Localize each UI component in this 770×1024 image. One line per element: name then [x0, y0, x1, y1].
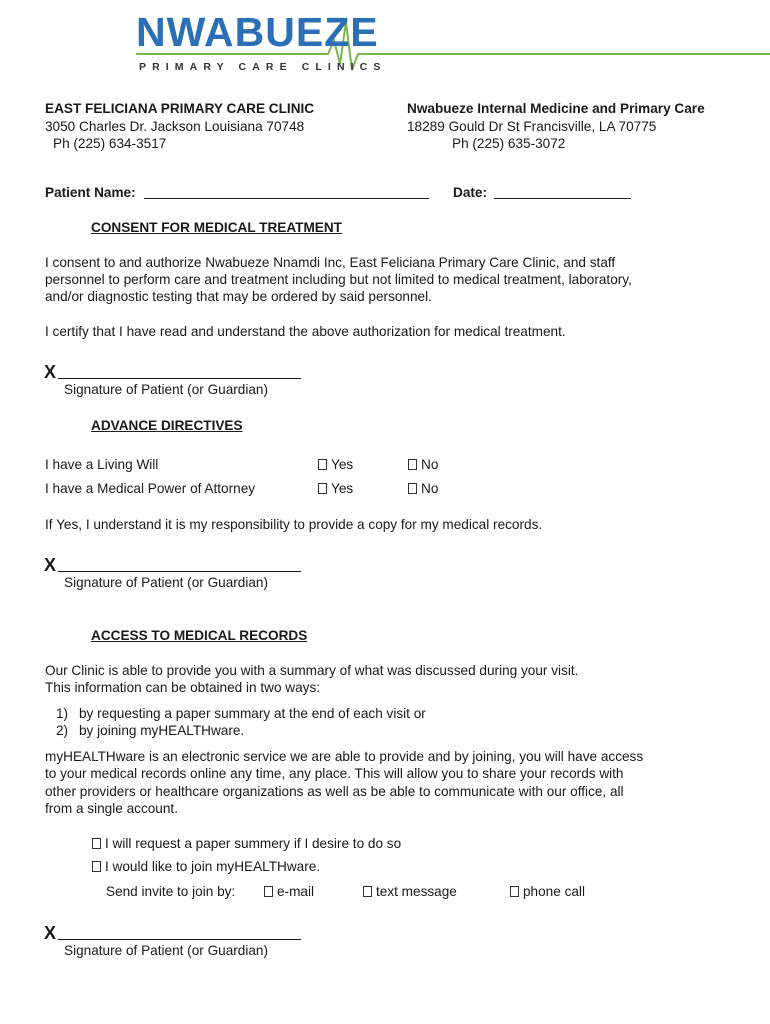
signature-line-2[interactable]: [58, 571, 301, 572]
access-item-2: by joining myHEALTHware.: [79, 723, 245, 738]
date-label: Date:: [453, 185, 487, 200]
consent-line-1: I consent to and authorize Nwabueze Nnamdi Inc, East Feliciana Primary Care Clinic, and staff: [45, 255, 616, 270]
invite-text-option[interactable]: [363, 883, 457, 901]
option-paper-summary[interactable]: [92, 835, 401, 853]
patient-name-label: Patient Name:: [45, 185, 136, 200]
patient-name-field[interactable]: [144, 198, 429, 199]
signature-line-3[interactable]: [58, 939, 301, 940]
living-will-label: I have a Living Will: [45, 457, 159, 472]
access-heading: ACCESS TO MEDICAL RECORDS: [91, 628, 308, 643]
checkbox[interactable]: [92, 838, 101, 849]
access-item-1: by requesting a paper summary at the end of each visit or: [79, 706, 426, 721]
invite-email-label: e-mail: [277, 884, 315, 899]
logo-tagline: PRIMARY CARE CLINICS: [139, 61, 387, 73]
access-item-2-number: 2): [56, 723, 69, 738]
access-item-1-number: 1): [56, 706, 69, 721]
checkbox[interactable]: [510, 886, 519, 897]
consent-line-3: and/or diagnostic testing that may be ordered by said personnel.: [45, 289, 432, 304]
living-will-yes[interactable]: [318, 456, 353, 474]
right-clinic-phone: Ph (225) 635-3072: [452, 136, 566, 151]
logo-ekg-line: [0, 0, 770, 90]
invite-phone-label: phone call: [523, 884, 585, 899]
logo-brand: NWABUEZE: [136, 9, 379, 55]
invite-text-label: text message: [376, 884, 457, 899]
left-clinic-address: 3050 Charles Dr. Jackson Louisiana 70748: [45, 119, 305, 134]
yes-label: Yes: [331, 481, 354, 496]
option-join-label: I would like to join myHEALTHware.: [105, 859, 321, 874]
right-clinic-address: 18289 Gould Dr St Francisville, LA 70775: [407, 119, 657, 134]
poa-no[interactable]: [408, 480, 438, 498]
poa-yes[interactable]: [318, 480, 353, 498]
living-will-no[interactable]: [408, 456, 438, 474]
checkbox[interactable]: [264, 886, 273, 897]
signature-x-3: X: [44, 923, 57, 943]
signature-caption-3: Signature of Patient (or Guardian): [64, 943, 269, 958]
checkbox[interactable]: [92, 861, 101, 872]
consent-line-2: personnel to perform care and treatment including but not limited to medical treatment, laboratory,: [45, 272, 632, 287]
yes-label: Yes: [331, 457, 354, 472]
advance-heading: ADVANCE DIRECTIVES: [91, 418, 243, 433]
right-clinic-name: Nwabueze Internal Medicine and Primary Care: [407, 101, 705, 116]
access-desc-2: to your medical records online any time, any place. This will allow you to share your records with: [45, 766, 624, 781]
invite-email-option[interactable]: [264, 883, 314, 901]
access-desc-4: from a single account.: [45, 801, 178, 816]
access-desc-3: other providers or healthcare organizations as well as be able to communicate with our office, all: [45, 784, 624, 799]
consent-heading: CONSENT FOR MEDICAL TREATMENT: [91, 220, 342, 235]
access-intro-2: This information can be obtained in two ways:: [45, 680, 321, 695]
signature-x-1: X: [44, 362, 57, 382]
checkbox[interactable]: [408, 459, 417, 470]
checkbox[interactable]: [408, 483, 417, 494]
access-intro-1: Our Clinic is able to provide you with a summary of what was discussed during your visit.: [45, 663, 579, 678]
no-label: No: [421, 481, 439, 496]
invite-phone-option[interactable]: [510, 883, 585, 901]
no-label: No: [421, 457, 439, 472]
invite-label: Send invite to join by:: [106, 884, 236, 899]
option-join-myhealthware[interactable]: [92, 858, 320, 876]
left-clinic-name: EAST FELICIANA PRIMARY CARE CLINIC: [45, 101, 315, 116]
checkbox[interactable]: [363, 886, 372, 897]
advance-note: If Yes, I understand it is my responsibility to provide a copy for my medical records.: [45, 517, 543, 532]
checkbox[interactable]: [318, 459, 327, 470]
access-desc-1: myHEALTHware is an electronic service we are able to provide and by joining, you will have access: [45, 749, 644, 764]
signature-x-2: X: [44, 555, 57, 575]
option-paper-label: I will request a paper summery if I desire to do so: [105, 836, 402, 851]
poa-label: I have a Medical Power of Attorney: [45, 481, 256, 496]
consent-certify: I certify that I have read and understand the above authorization for medical treatment.: [45, 324, 566, 339]
signature-caption-2: Signature of Patient (or Guardian): [64, 575, 269, 590]
signature-caption-1: Signature of Patient (or Guardian): [64, 382, 269, 397]
signature-line-1[interactable]: [58, 378, 301, 379]
date-field[interactable]: [494, 198, 631, 199]
left-clinic-phone: Ph (225) 634-3517: [53, 136, 167, 151]
checkbox[interactable]: [318, 483, 327, 494]
